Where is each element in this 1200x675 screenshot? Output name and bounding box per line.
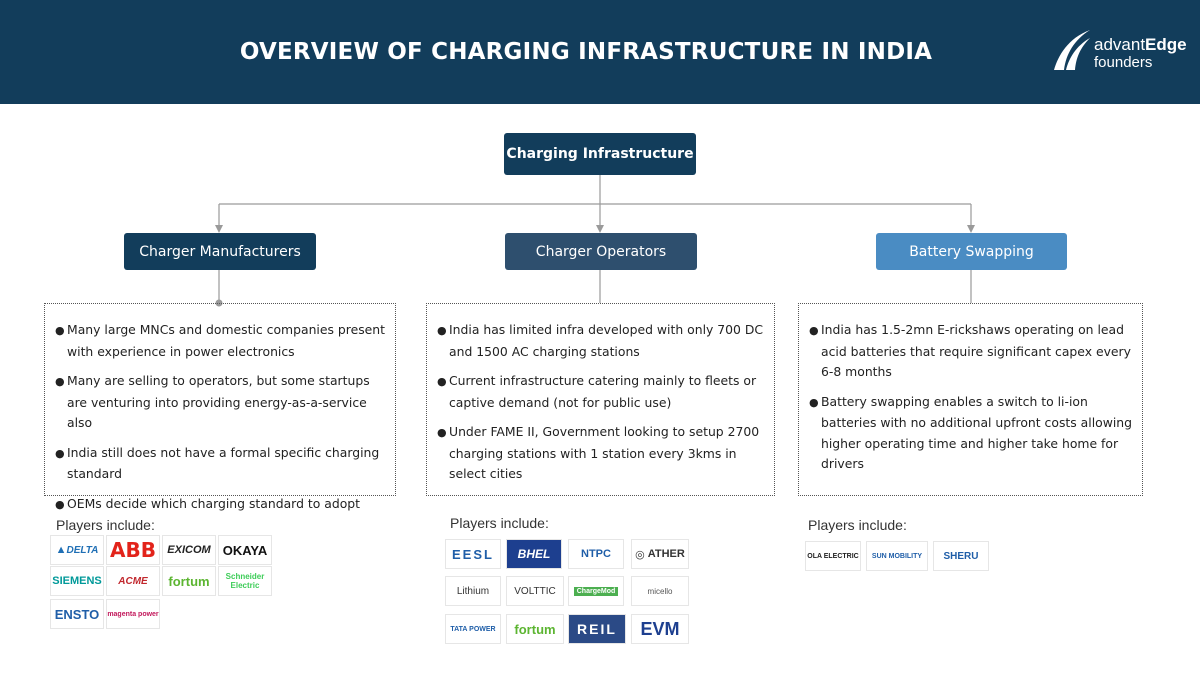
bullet-dot-icon: ● xyxy=(809,324,819,337)
bhel-logo: BHEL xyxy=(506,539,562,569)
bullet-dot-icon: ● xyxy=(55,446,65,460)
chargemod-logo: ChargeMod xyxy=(568,576,624,606)
micello-logo: micello xyxy=(631,576,689,606)
ntpc-logo: NTPC xyxy=(568,539,624,569)
page-title: OVERVIEW OF CHARGING INFRASTRUCTURE IN INDIA xyxy=(239,39,933,65)
volttic-logo: VOLTTIC xyxy=(506,576,564,606)
manufacturers-details-box xyxy=(44,303,396,511)
evm-logo: EVM xyxy=(631,614,689,644)
logo-text-line2: founders xyxy=(1094,54,1153,71)
okaya-logo: OKAYA xyxy=(218,535,272,565)
ensto-logo: ENSTO xyxy=(50,599,104,629)
tata-power-logo: TATA POWER xyxy=(445,614,501,644)
node-charger-operators: Charger Operators xyxy=(505,233,697,270)
lithium-logo: Lithium xyxy=(445,576,501,606)
sun-mobility-logo: SUN MOBILITY xyxy=(866,541,928,571)
bullet-item: ● Battery swapping enables a switch to li-ion batteries with no additional upfront costs allowing higher operating time and higher take home for drivers xyxy=(809,393,1133,471)
bullet-item: ● India has 1.5-2mn E-rickshaws operating on lead acid batteries that require significant capex every 6-8 months xyxy=(809,322,1131,379)
swapping-players-label: Players include: xyxy=(808,517,907,533)
magenta-power-logo: magenta power xyxy=(106,599,160,629)
bullet-dot-icon: ● xyxy=(55,497,65,511)
exicom-logo: EXICOM xyxy=(162,535,216,565)
bullet-item: ● OEMs decide which charging standard to adopt xyxy=(55,494,385,516)
siemens-logo: SIEMENS xyxy=(50,566,104,596)
bullet-item: ● Many are selling to operators, but some startups are venturing into providing energy-as-a-service also xyxy=(55,373,370,430)
abb-logo: ABB xyxy=(106,535,160,565)
fortum-operator-logo: fortum xyxy=(506,614,564,644)
manufacturers-players-label: Players include: xyxy=(56,517,155,533)
operators-details-box xyxy=(426,303,775,496)
bullet-item: ● India has limited infra developed with only 700 DC and 1500 AC charging stations xyxy=(437,322,764,359)
acme-logo: ACME xyxy=(106,566,160,596)
fortum-logo: fortum xyxy=(162,566,216,596)
delta-logo: ▲ DELTA xyxy=(50,535,104,565)
root-node: Charging Infrastructure xyxy=(504,133,696,175)
bullet-item: ● Current infrastructure catering mainly to fleets or captive demand (not for public use) xyxy=(437,373,757,410)
node-battery-swapping: Battery Swapping xyxy=(876,233,1067,270)
logo-text-line1: advantEdge xyxy=(1094,35,1187,54)
ather-logo: ◎ ATHER xyxy=(631,539,689,569)
sheru-logo: SHERU xyxy=(933,541,989,571)
reil-logo: REIL xyxy=(568,614,626,644)
ather-icon: ◎ xyxy=(635,548,645,561)
eesl-logo: EESL xyxy=(445,539,501,569)
bullet-dot-icon: ● xyxy=(437,324,447,337)
bullet-dot-icon: ● xyxy=(437,426,447,439)
bullet-dot-icon: ● xyxy=(809,395,819,409)
bullet-item: ● Many large MNCs and domestic companies present with experience in power electronics xyxy=(55,322,385,359)
bullet-item: ● Under FAME II, Government looking to setup 2700 charging stations with 1 station every 3kms in select cities xyxy=(437,424,760,481)
advantedge-logo xyxy=(1050,26,1190,76)
bullet-dot-icon: ● xyxy=(55,324,65,337)
bullet-dot-icon: ● xyxy=(55,375,65,388)
node-charger-manufacturers: Charger Manufacturers xyxy=(124,233,316,270)
header-banner xyxy=(0,0,1200,104)
swapping-details-box xyxy=(798,303,1143,496)
bullet-dot-icon: ● xyxy=(437,375,447,388)
operators-players-label: Players include: xyxy=(450,515,549,531)
logo-swoosh-icon xyxy=(1050,26,1096,72)
schneider-logo: Schneider Electric xyxy=(218,566,272,596)
ola-electric-logo: OLA ELECTRIC xyxy=(805,541,861,571)
bullet-item: ● India still does not have a formal specific charging standard xyxy=(55,444,380,481)
